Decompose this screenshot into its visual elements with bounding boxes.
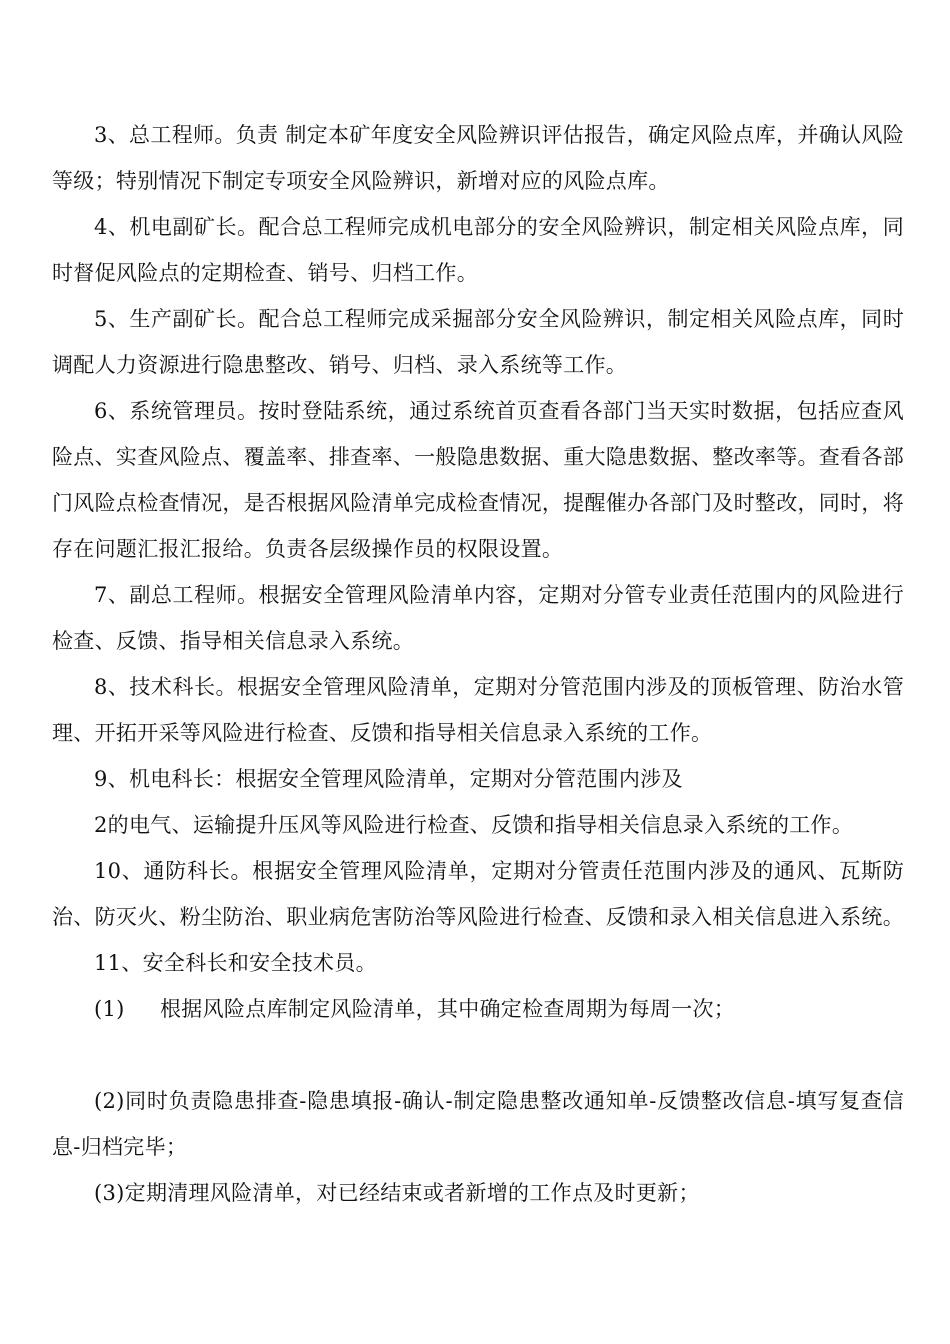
paragraph-electromechanical-continuation: 2的电气、运输提升压风等风险进行检查、反馈和指导相关信息录入系统的工作。 [94,813,854,837]
paragraph-production-deputy-director: 5、生产副矿长。配合总工程师完成采掘部分安全风险辨识，制定相关风险点库，同时调配人力资源进行隐患整改、销号、归档、录入系统等工作。 [52,307,904,377]
paragraph-system-administrator: 6、系统管理员。按时登陆系统，通过系统首页查看各部门当天实时数据，包括应查风险点、实查风险点、覆盖率、排查率、一般隐患数据、重大隐患数据、整改率等。查看各部门风险点检查情况，是否根据风险清单完成检查情况，提醒催办各部门及时整改，同时，将存在问题汇报汇报给。负责各层级操作员的权限设置。 [52,399,904,561]
paragraph-safety-item-3: (3)定期清理风险清单，对已经结束或者新增的工作点及时更新； [94,1181,700,1205]
paragraph-electromechanical-section-chief: 9、机电科长：根据安全管理风险清单，定期对分管范围内涉及 [94,767,683,791]
paragraph-safety-item-2: (2)同时负责隐患排查-隐患填报-确认-制定隐患整改通知单-反馈整改信息-填写复查信息-归档完毕； [52,1089,904,1159]
paragraph-technical-section-chief: 8、技术科长。根据安全管理风险清单，定期对分管范围内涉及的顶板管理、防治水管理、开拓开采等风险进行检查、反馈和指导相关信息录入系统的工作。 [52,675,904,745]
safety-item-1-number: (1) [94,997,125,1021]
safety-item-1-text: 根据风险点库制定风险清单，其中确定检查周期为每周一次； [160,997,736,1021]
paragraph-safety-item-1 [52,986,904,1032]
paragraph-deputy-chief-engineer: 7、副总工程师。根据安全管理风险清单内容，定期对分管专业责任范围内的风险进行检查、反馈、指导相关信息录入系统。 [52,583,904,653]
paragraph-safety-section: 11、安全科长和安全技术员。 [94,951,377,975]
paragraph-ventilation-section-chief: 10、通防科长。根据安全管理风险清单，定期对分管责任范围内涉及的通风、瓦斯防治、防灭火、粉尘防治、职业病危害防治等风险进行检查、反馈和录入相关信息进入系统。 [52,859,904,929]
document-page [52,112,904,1216]
paragraph-chief-engineer: 3、总工程师。负责 制定本矿年度安全风险辨识评估报告，确定风险点库，并确认风险等级；特别情况下制定专项安全风险辨识，新增对应的风险点库。 [52,123,904,193]
paragraph-electromechanical-deputy-director: 4、机电副矿长。配合总工程师完成机电部分的安全风险辨识，制定相关风险点库，同时督促风险点的定期检查、销号、归档工作。 [52,215,904,285]
